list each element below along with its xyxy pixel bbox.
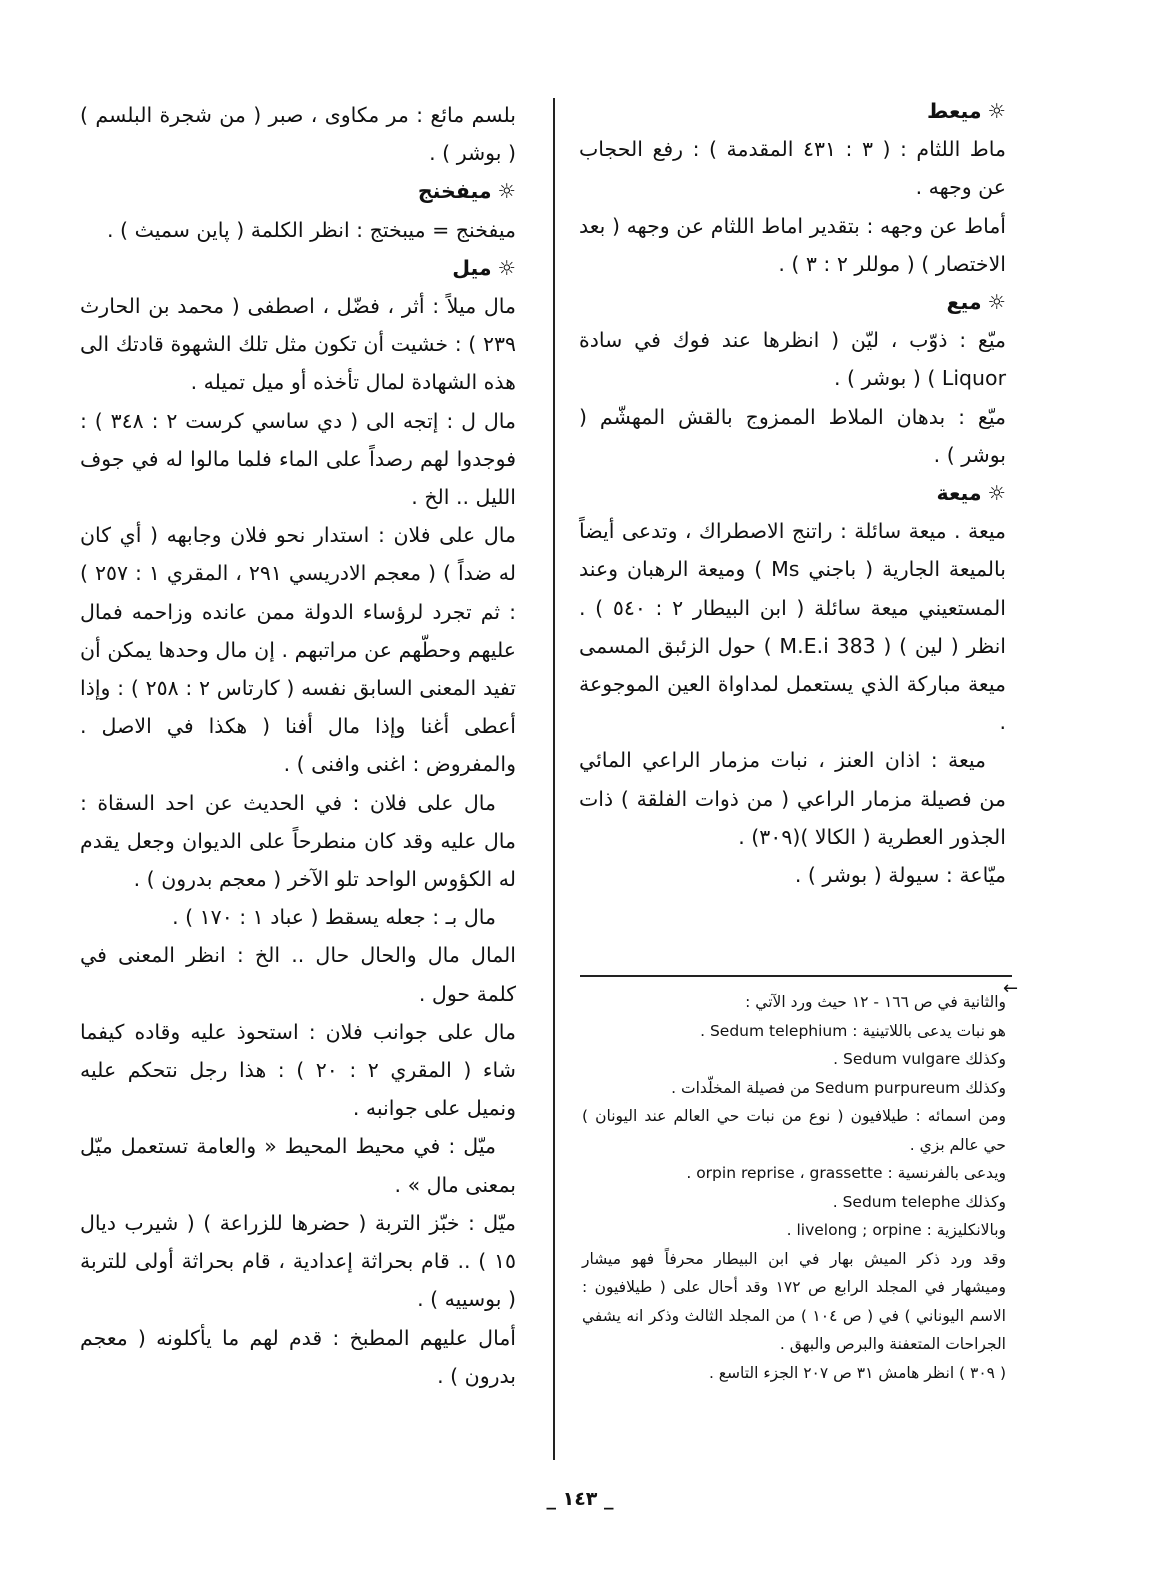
entry-line: ميعة . ميعة سائلة : راتنج الاصطراك ، وتدعى أيضاً بالميعة الجارية ( باجني Ms ) وميعة الرهبان وعند المستعيني ميعة سائلة ( ابن البيطار ٢ : ٥٤٠ ) . انظر ( لين ) ( M.E.i 383 ) حول الزئبق المسمى ميعة مباركة الذي يستعمل لمداواة العين الموجوعة . xyxy=(579,519,1007,735)
footnote-block xyxy=(582,988,1006,1387)
entry-heading-miat: ☼ميعط xyxy=(927,99,1006,123)
entry-line: ميعة : اذان العنز ، نبات مزمار الراعي المائي من فصيلة مزمار الراعي ( من ذوات الفلقة ) ذات الجذور العطرية ( الكالا )(٣٠٩) . xyxy=(579,748,1006,849)
entry-heading-mayl: ☼ميل xyxy=(452,255,516,280)
left-column xyxy=(80,96,516,1395)
entry-line: مال ل : إتجه الى ( دي ساسي كرست ٢ : ٣٤٨ ) : فوجدوا لهم رصداً على الماء فلما مالوا له في جوف الليل .. الخ . xyxy=(80,408,517,510)
footnote-line: وكذلك Sedum vulgare . xyxy=(833,1050,1006,1068)
footnote-line: ومن اسمائه : طيلافيون ( نوع من نبات حي العالم عند اليونان ) حي عالم بزي . xyxy=(582,1107,1006,1154)
entry-line: ميّع : بدهان الملاط الممزوج بالقش المهشّم ( بوشر ) . xyxy=(579,404,1006,467)
footnote-line: وكذلك Sedum purpureum من فصيلة المخلّدات . xyxy=(671,1078,1006,1097)
entry-heading-mia: ☼ميع xyxy=(946,290,1006,315)
entry-line: مال ميلاً : أثر ، فضّل ، اصطفى ( محمد بن الحارث ٢٣٩ ) : خشيت أن تكون مثل تلك الشهوة قادتك الى هذه الشهادة لمال تأخذه أو ميل تميله . xyxy=(80,294,516,395)
entry-line: مال بـ : جعله يسقط ( عباد ١ : ١٧٠ ) . xyxy=(172,905,496,930)
entry-heading-mayaa: ☼ميعة xyxy=(936,481,1006,506)
footnote-line: وكذلك Sedum telephe . xyxy=(832,1192,1006,1211)
entry-heading-mifakhnaj: ☼ميفخنج xyxy=(417,179,516,204)
entry-line: ميفخنج = ميبختج : انظر الكلمة ( پاين سميث ) . xyxy=(107,217,516,242)
footnote-line: هو نبات يدعى باللاتينية : Sedum telephium . xyxy=(700,1021,1006,1040)
footnote-line: ويدعى بالفرنسية : orpin reprise ، grassette . xyxy=(686,1164,1006,1182)
entry-line: مال على فلان : استدار نحو فلان وجابهه ( أي كان له ضداً ) ( معجم الادريسي ٢٩١ ، المقري ١ : ٢٥٧ ) : ثم تجرد لرؤساء الدولة ممن عانده وزاحمه فمال عليهم وحطّهم عن مراتبهم . إن مال وحدها يمكن أن تفيد المعنى السابق نفسه ( كارتاس ٢ : ٢٥٨ ) : وإذا أعطى أغنا وإذا مال أفنا ( هكذا في الاصل . والمفروض : اغنى وافنى ) . xyxy=(80,523,517,777)
entry-line: ميّل : خبّز التربة ( حضرها للزراعة ) ( شيرب ديال ١٥ ) .. قام بحراثة إعدادية ، قام بحراثة أولى للتربة ( بوسييه ) . xyxy=(80,1210,516,1312)
footnote-line: وبالانكليزية : livelong ; orpine . xyxy=(786,1221,1006,1239)
entry-line: ميّع : ذوّب ، ليّن ( انظرها عند فوك في سادة Liquor ) ( بوشر ) . xyxy=(579,328,1006,391)
right-column xyxy=(579,92,1006,894)
entry-line: بلسم مائع : مر مكاوى ، صبر ( من شجرة البلسم ) ( بوشر ) . xyxy=(80,103,516,166)
continuation-arrow-icon: ← xyxy=(1003,978,1019,999)
page-number: _ ١٤٣ _ xyxy=(546,1488,614,1510)
footnote-rule xyxy=(580,975,1012,977)
footnote-line: والثانية في ص ١٦٦ - ١٢ حيث ورد الآتي : xyxy=(745,993,1006,1011)
entry-line: المال مال والحال حال .. الخ : انظر المعنى في كلمة حول . xyxy=(80,943,516,1006)
entry-line: مال على جوانب فلان : استحوذ عليه وقاده كيفما شاء ( المقري ٢ : ٢٠ ) : هذا رجل نتحكم عليه ونميل على جوانبه . xyxy=(80,1019,516,1121)
entry-line: ماط اللثام : ( ٣ : ٤٣١ المقدمة ) : رفع الحجاب عن وجهه . xyxy=(579,137,1006,200)
entry-line: أمال عليهم المطبخ : قدم لهم ما يأكلونه ( معجم بدرون ) . xyxy=(80,1325,516,1388)
entry-line: مال على فلان : في الحديث عن احد السقاة : مال عليه وقد كان منطرحاً على الديوان وجعل يقدم له الكؤوس الواحد تلو الآخر ( معجم بدرون ) . xyxy=(80,790,516,892)
entry-line: ميّاعة : سيولة ( بوشر ) . xyxy=(794,863,1006,888)
entry-line: ميّل : في محيط المحيط « والعامة تستعمل ميّل بمعنى مال » . xyxy=(80,1134,516,1197)
column-divider xyxy=(553,98,555,1460)
footnote-line: ( ٣٠٩ ) انظر هامش ٣١ ص ٢٠٧ الجزء التاسع . xyxy=(708,1363,1006,1382)
footnote-line: وقد ورد ذكر الميش بهار في ابن البيطار محرفاً فهو ميشار وميشهار في المجلد الرابع ص ١٧٢ وقد أحال على ( طيلافيون : الاسم اليوناني ) في ( ص ١٠٤ ) من المجلد الثالث وذكر انه يشفي الجراحات المتعفنة والبرص والبهق . xyxy=(582,1249,1006,1353)
entry-line: أماط عن وجهه : بتقدير اماط اللثام عن وجهه ( بعد الاختصار ) ( موللر ٢ : ٣ ) . xyxy=(579,213,1006,276)
